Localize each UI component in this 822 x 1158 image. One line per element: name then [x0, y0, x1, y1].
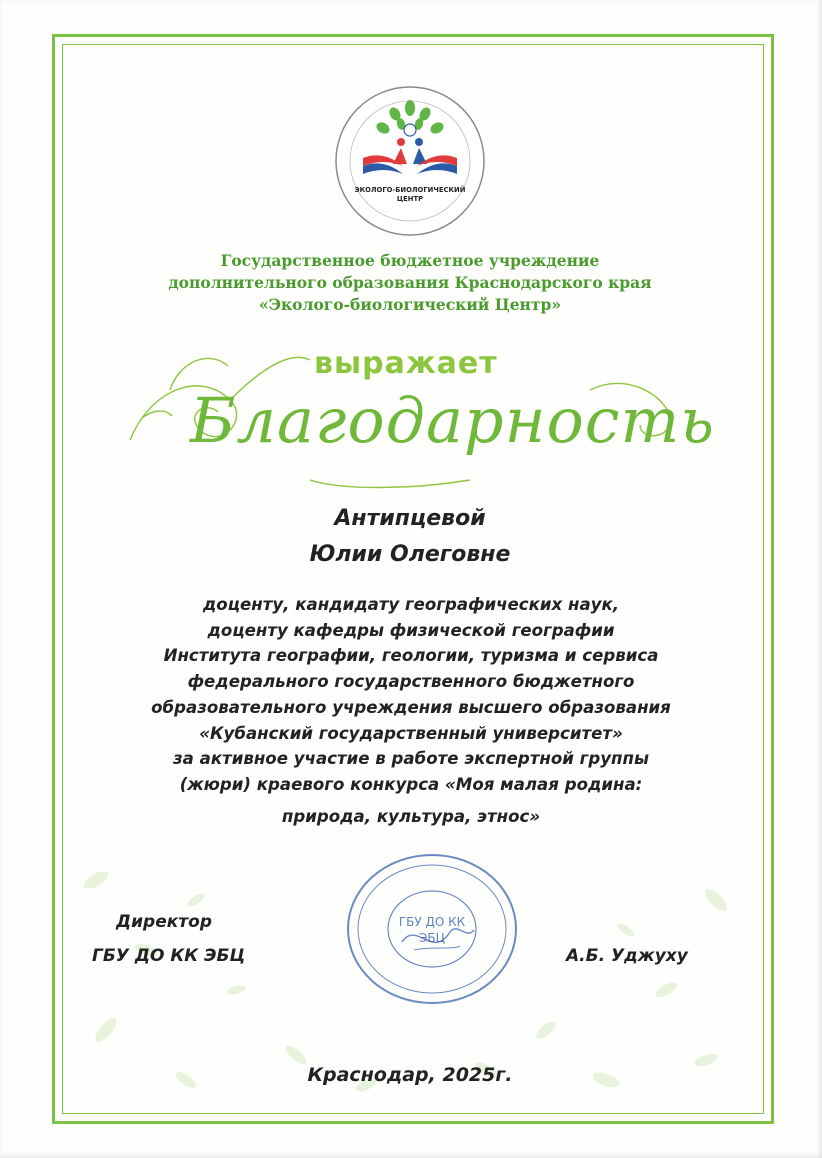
heading-verb: выражает: [314, 346, 498, 381]
svg-text:ЭБЦ: ЭБЦ: [419, 931, 445, 945]
eco-bio-center-logo: [333, 84, 487, 238]
body-line: «Кубанский государственный университет»: [199, 723, 623, 743]
body-line: (жюри) краевого конкурса «Моя малая родина:: [179, 774, 643, 794]
official-stamp: [342, 850, 522, 1008]
signatory-name: А.Б. Уджуху: [566, 946, 688, 966]
body-line: образовательного учреждения высшего образования: [151, 697, 671, 717]
signatory-position-title: Директор: [116, 912, 212, 932]
svg-text:ЦЕНТР: ЦЕНТР: [396, 195, 424, 203]
org-line-3: «Эколого-биологический Центр»: [258, 295, 562, 314]
body-line: природа, культура, этнос»: [281, 806, 541, 826]
organization-name: [110, 250, 710, 316]
place-and-date: Краснодар, 2025г.: [307, 1064, 513, 1086]
body-line: федерального государственного бюджетного: [187, 672, 635, 692]
body-line: доценту, кандидату географических наук,: [202, 595, 620, 614]
logo-text: ЭКОЛОГО-БИОЛОГИЧЕСКИЙ: [354, 186, 466, 194]
org-line-2: дополнительного образования Краснодарского края: [168, 273, 652, 292]
body-line: за активное участие в работе экспертной группы: [173, 749, 649, 769]
signatory-organization: ГБУ ДО КК ЭБЦ: [92, 946, 246, 966]
org-line-1: Государственное бюджетное учреждение: [220, 251, 600, 270]
recipient-given-names: Юлии Олеговне: [309, 542, 511, 567]
body-line: доценту кафедры физической географии: [207, 620, 615, 640]
recipient-surname: Антипцевой: [334, 506, 486, 531]
stamp-center-text: ГБУ ДО КК: [398, 915, 466, 929]
body-line: Института географии, геологии, туризма и сервиса: [163, 646, 659, 666]
award-description: [66, 592, 756, 829]
certificate-title: Благодарность: [190, 384, 716, 457]
